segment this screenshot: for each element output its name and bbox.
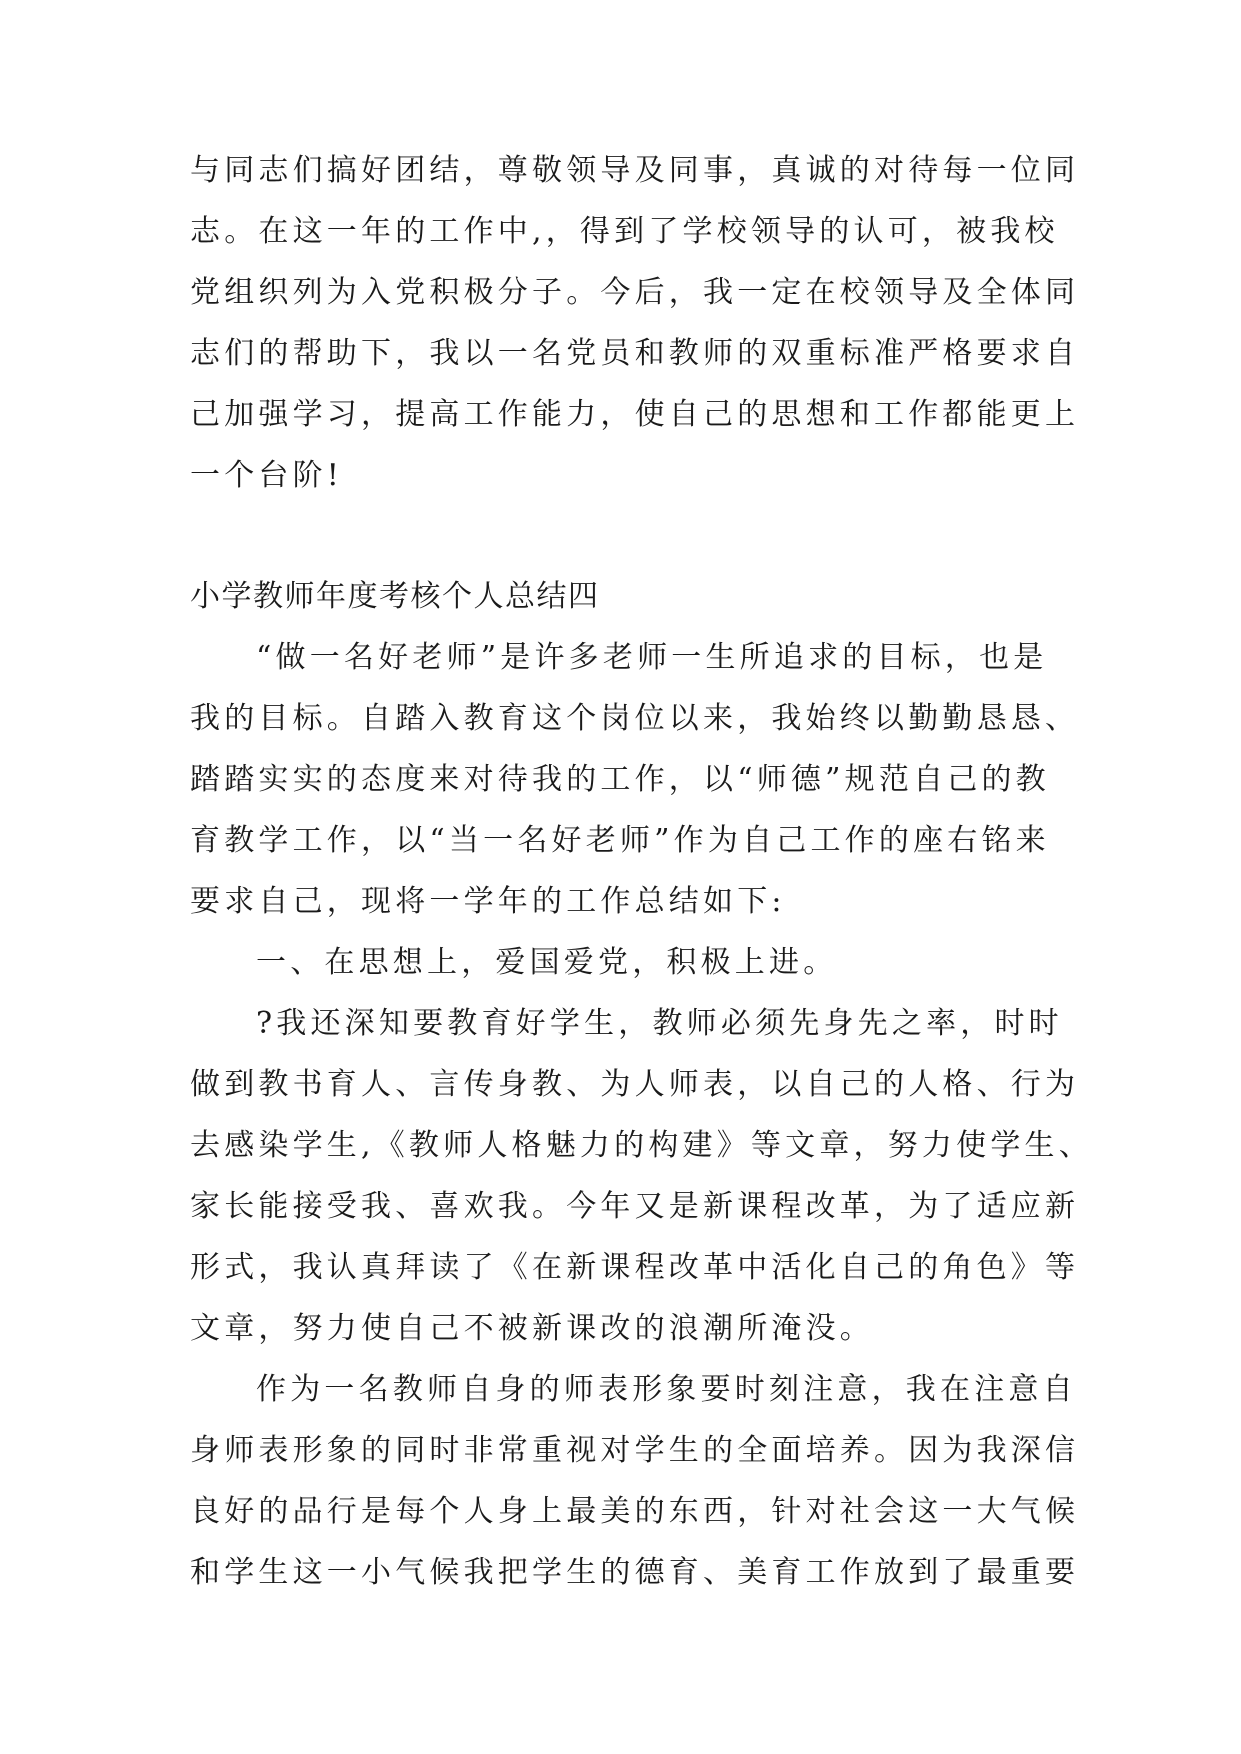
text-line: 身师表形象的同时非常重视对学生的全面培养。因为我深信 [190,1433,1080,1468]
text-line: 做到教书育人、言传身教、为人师表，以自己的人格、行为 [190,1067,1080,1102]
section-title: 小学教师年度考核个人总结四 [190,579,600,614]
text-line: 要求自己，现将一学年的工作总结如下: [190,884,786,919]
text-line: ?我还深知要教育好学生，教师必须先身先之率，时时 [256,1006,1063,1041]
text-line: 一、在思想上，爱国爱党，积极上进。 [256,945,838,980]
top-paragraph [190,140,1080,506]
text-line: 形式，我认真拜读了《在新课程改革中活化自己的角色》等 [190,1250,1080,1285]
text-line: 踏踏实实的态度来对待我的工作，以“师德”规范自己的教 [190,762,1050,797]
text-line: 家长能接受我、喜欢我。今年又是新课程改革，为了适应新 [190,1189,1080,1224]
text-line: “做一名好老师”是许多老师一生所追求的目标，也是 [256,640,1048,675]
text-line: 我的目标。自踏入教育这个岗位以来，我始终以勤勤恳恳、 [190,701,1080,736]
body-text [190,627,1093,1603]
text-line: 党组织列为入党积极分子。今后，我一定在校领导及全体同 [190,275,1080,310]
text-line: 志。在这一年的工作中,，得到了学校领导的认可，被我校 [190,214,1059,249]
text-line: 作为一名教师自身的师表形象要时刻注意，我在注意自 [256,1372,1077,1407]
text-line: 和学生这一小气候我把学生的德育、美育工作放到了最重要 [190,1555,1080,1590]
text-line: 一个台阶! [190,458,344,493]
text-line: 文章，努力使自己不被新课改的浪潮所淹没。 [190,1311,874,1346]
text-line: 志们的帮助下，我以一名党员和教师的双重标准严格要求自 [190,336,1080,371]
text-line: 与同志们搞好团结，尊敬领导及同事，真诚的对待每一位同 [190,153,1080,188]
text-line: 去感染学生,《教师人格魅力的构建》等文章，努力使学生、 [190,1128,1093,1163]
text-line: 育教学工作，以“当一名好老师”作为自己工作的座右铭来 [190,823,1050,858]
text-line: 良好的品行是每个人身上最美的东西，针对社会这一大气候 [190,1494,1080,1529]
text-line: 己加强学习，提高工作能力，使自己的思想和工作都能更上 [190,397,1080,432]
